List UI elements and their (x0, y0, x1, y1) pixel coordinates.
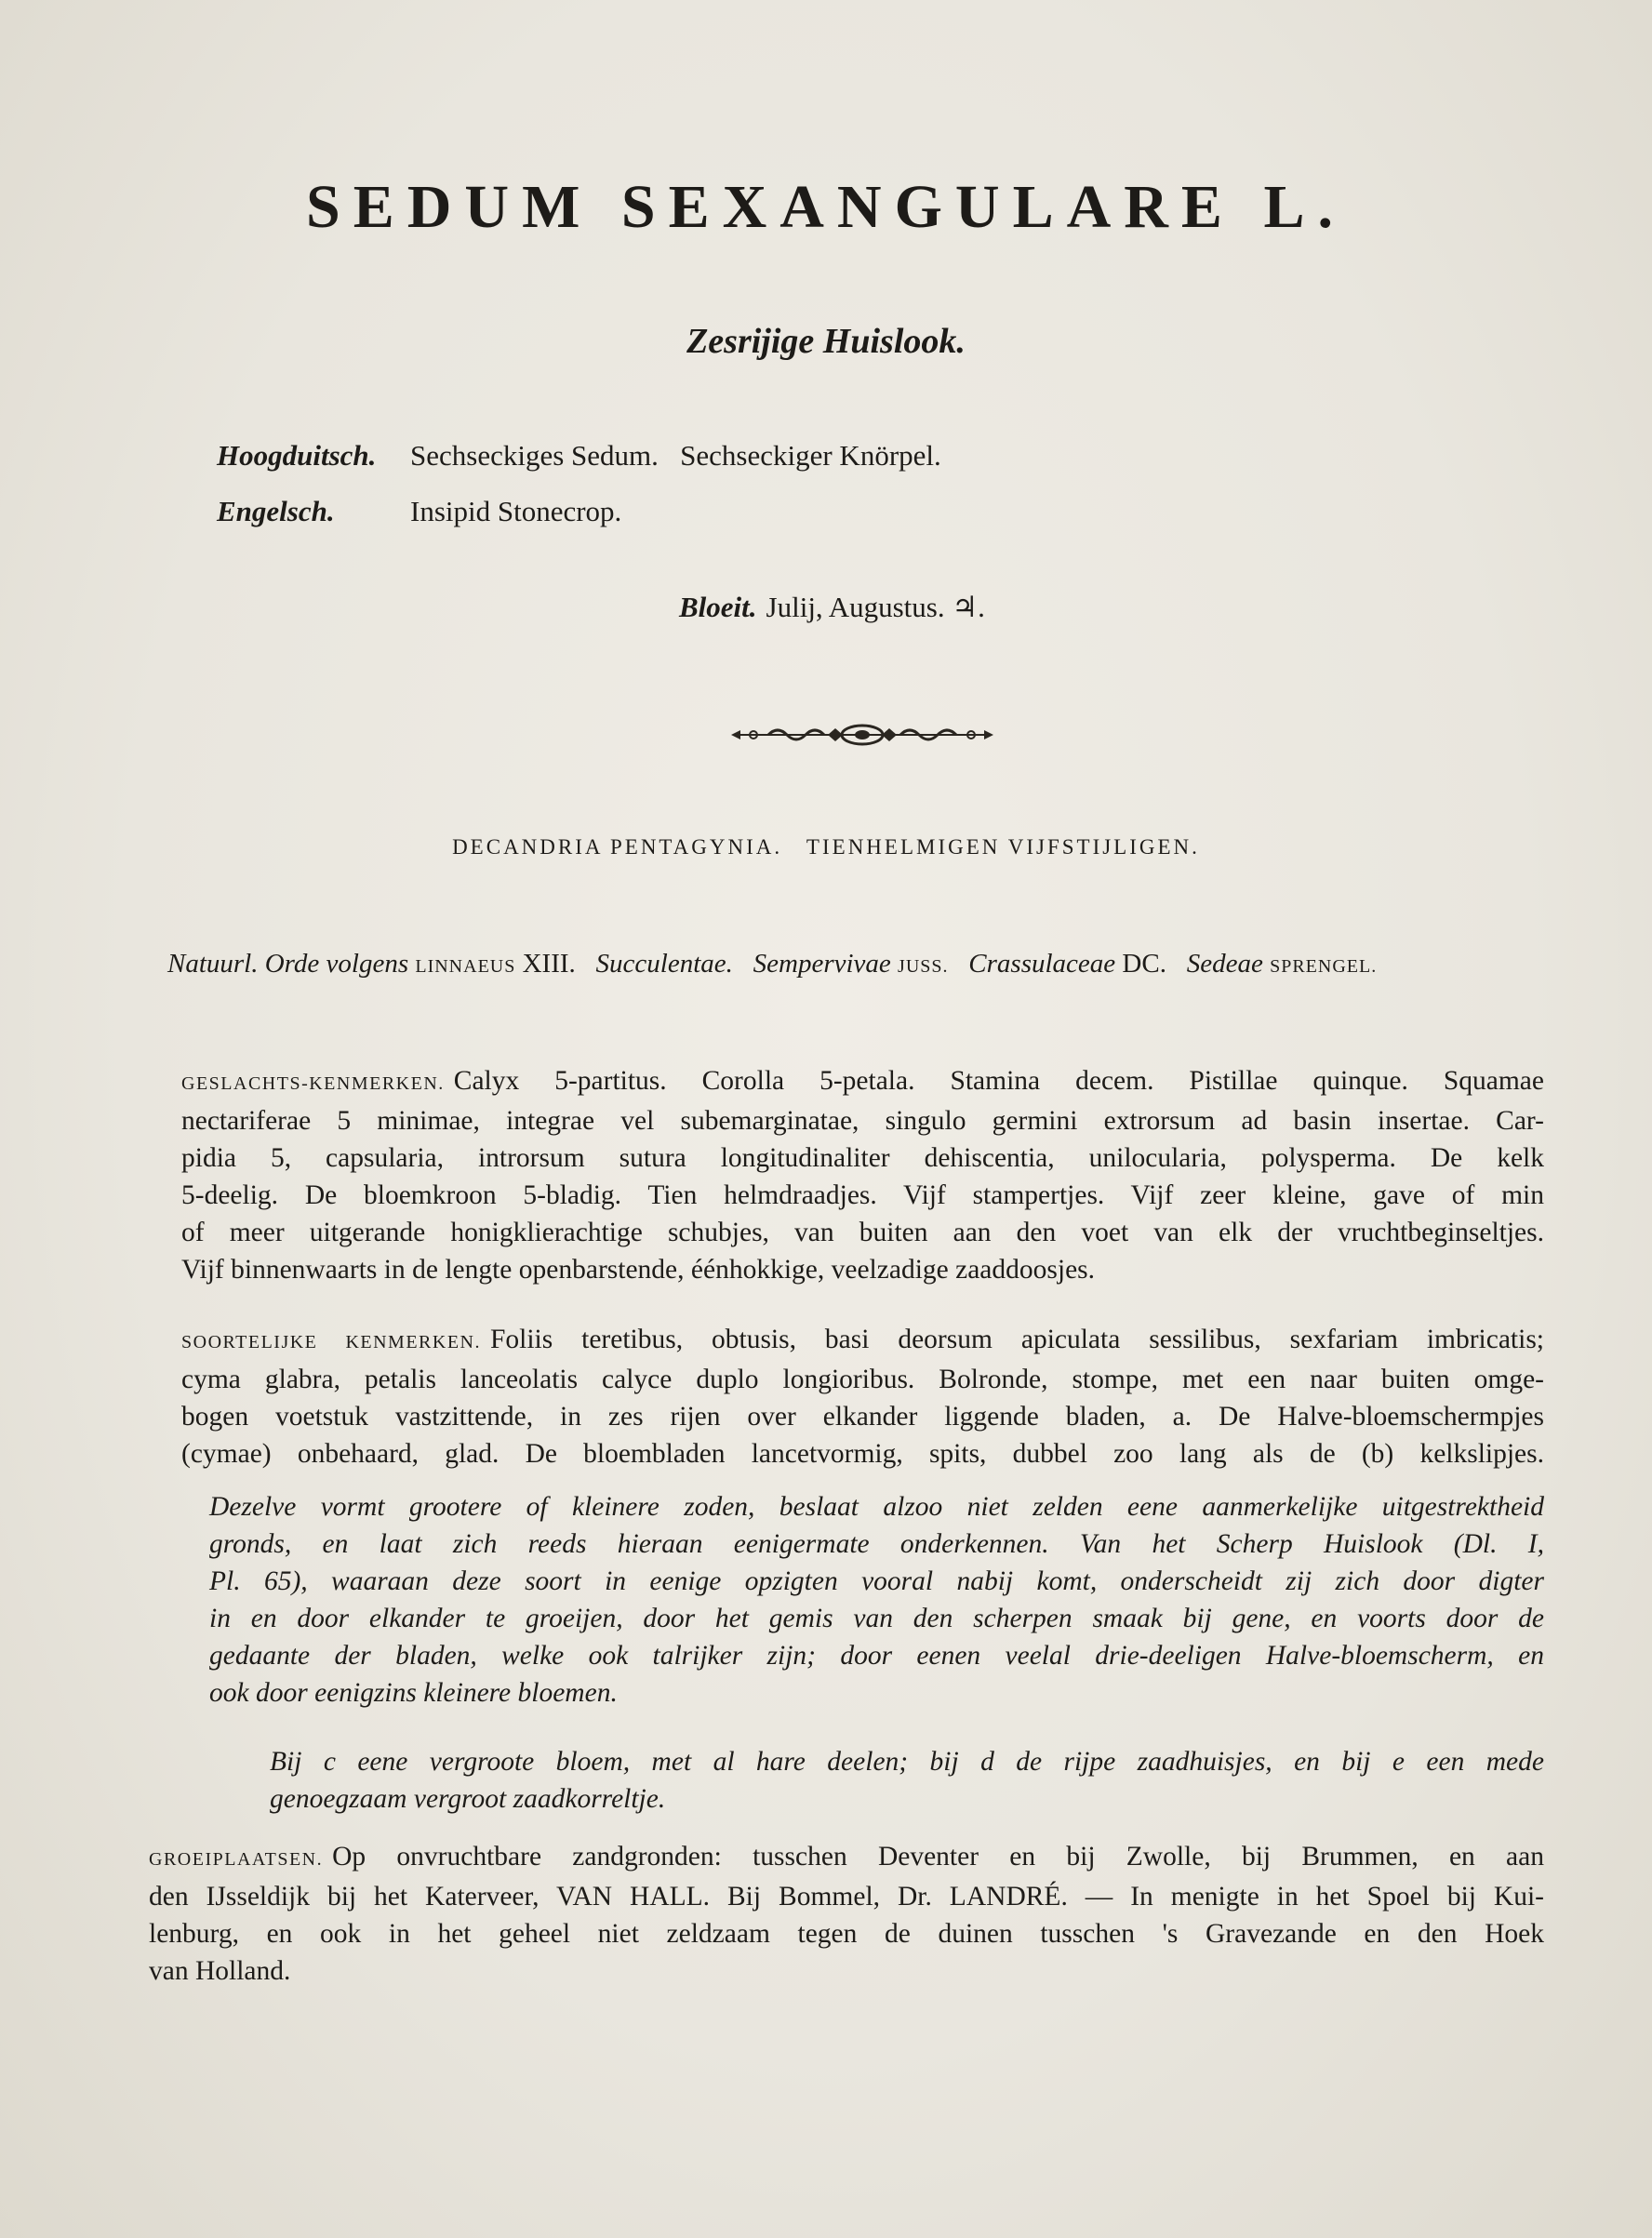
text-line: genoegzaam vergroot zaadkorreltje. (270, 1784, 666, 1814)
section-label: GESLACHTS-KENMERKEN. (181, 1073, 445, 1094)
dutch-name: Zesrijige Huislook. (686, 322, 966, 361)
figure-explanation (270, 1743, 1544, 1818)
text-line: Vijf binnenwaarts in de lengte openbarstende, éénhokkige, veelzadige zaaddoosjes. (181, 1255, 1096, 1285)
common-names (217, 439, 941, 551)
species-characters (181, 1321, 1544, 1472)
text-line: 5-deelig. De bloemkroon 5-bladig. Tien helmdraadjes. Vijf stampertjes. Vijf zeer kleine, gave of min (181, 1180, 1544, 1210)
text-line: gedaante der bladen, welke ook talrijker zijn; door eenen veelal drie-deeligen Halve-bloemscherm, en (209, 1641, 1544, 1671)
text-line: gronds, en laat zich reeds hieraan eenigermate onderkennen. Van het Scherp Huislook (Dl. I, (209, 1529, 1544, 1559)
flowering-label: Bloeit. (679, 591, 757, 623)
flowering-value: Julij, Augustus. ♃. (766, 591, 985, 623)
text-line: GROEIPLAATSEN. Op onvruchtbare zandgronden: tusschen Deventer en bij Zwolle, bij Brummen, en aan (149, 1842, 1544, 1872)
text-line: Bij c eene vergroote bloem, met al hare deelen; bij d de rijpe zaadhuisjes, en bij e een mede (270, 1747, 1544, 1777)
page-title: SEDUM SEXANGULARE L. (306, 173, 1346, 241)
text-line: SOORTELIJKE KENMERKEN. Foliis teretibus, obtusis, basi deorsum apiculata sessilibus, sexfariam imbricatis; (181, 1325, 1544, 1354)
flowering-time (679, 591, 985, 624)
text-line: den IJsseldijk bij het Katerveer, VAN HALL. Bij Bommel, Dr. LANDRÉ. — In menigte in het Spoel bij Kui- (149, 1882, 1544, 1912)
text-line: ook door eenigzins kleinere bloemen. (209, 1678, 618, 1708)
order-sedeae: Sedeae (1186, 949, 1263, 979)
ornament-divider-icon (731, 722, 993, 748)
habitat-paragraph (149, 1838, 1544, 1990)
author-linnaeus: LINNAEUS (415, 956, 516, 977)
text-line: of meer uitgerande honigklierachtige schubjes, van buiten aan den voet van elk der vruchtbeginseltjes. (181, 1218, 1544, 1247)
common-name-text: Sechseckiges Sedum. Sechseckiger Knörpel. (410, 439, 941, 472)
common-name-text: Insipid Stonecrop. (410, 495, 622, 527)
natural-order-line (167, 949, 1535, 979)
text-line: van Holland. (149, 1956, 291, 1986)
orde-number: XIII. (522, 949, 576, 979)
linnaean-class: DECANDRIA PENTAGYNIA. TIENHELMIGEN VIJFSTIJLIGEN. (452, 835, 1200, 859)
text-line: (cymae) onbehaard, glad. De bloembladen lancetvormig, spits, dubbel zoo lang als de (b) kelkslipjes. (181, 1439, 1544, 1469)
text-line: in en door elkander te groeijen, door het gemis van den scherpen smaak bij gene, en voorts door de (209, 1604, 1544, 1633)
order-succulentae: Succulentae. (595, 949, 733, 979)
description-paragraph (209, 1488, 1544, 1712)
author-jussieu: JUSS. (898, 956, 949, 977)
section-label: GROEIPLAATSEN. (149, 1849, 324, 1870)
section-label: SOORTELIJKE KENMERKEN. (181, 1332, 481, 1352)
author-sprengel: SPRENGEL. (1270, 956, 1378, 977)
text-line: GESLACHTS-KENMERKEN. Calyx 5-partitus. Corolla 5-petala. Stamina decem. Pistillae quinque. Squamae (181, 1066, 1544, 1096)
text-line: lenburg, en ook in het geheel niet zeldzaam tegen de duinen tusschen 's Gravezande en den Hoek (149, 1919, 1544, 1949)
language-label: Hoogduitsch. (217, 439, 377, 472)
common-name-row-german (217, 439, 941, 495)
text-line: bogen voetstuk vastzittende, in zes rijen over elkander liggende bladen, a. De Halve-bloemschermpjes (181, 1402, 1544, 1432)
text-line: Dezelve vormt grootere of kleinere zoden, beslaat alzoo niet zelden eene aanmerkelijke uitgestrektheid (209, 1492, 1544, 1522)
text-line: nectariferae 5 minimae, integrae vel subemarginatae, singulo germini extrorsum ad basin insertae. Car- (181, 1106, 1544, 1136)
common-name-row-english (217, 495, 941, 551)
genus-characters (181, 1062, 1544, 1288)
order-sempervivae: Sempervivae (753, 949, 891, 979)
text-line: cyma glabra, petalis lanceolatis calyce duplo longioribus. Bolronde, stompe, met een naar buiten omge- (181, 1365, 1544, 1394)
order-crassulaceae: Crassulaceae (968, 949, 1116, 979)
text-line: pidia 5, capsularia, introrsum sutura longitudinaliter dehiscentia, unilocularia, polysperma. De kelk (181, 1143, 1544, 1173)
orde-text: Natuurl. Orde volgens (167, 949, 409, 979)
language-label: Engelsch. (217, 495, 335, 527)
author-dc: DC. (1122, 949, 1166, 979)
text-line: Pl. 65), waaraan deze soort in eenige opzigten vooral nabij komt, onderscheidt zij zich door digter (209, 1566, 1544, 1596)
